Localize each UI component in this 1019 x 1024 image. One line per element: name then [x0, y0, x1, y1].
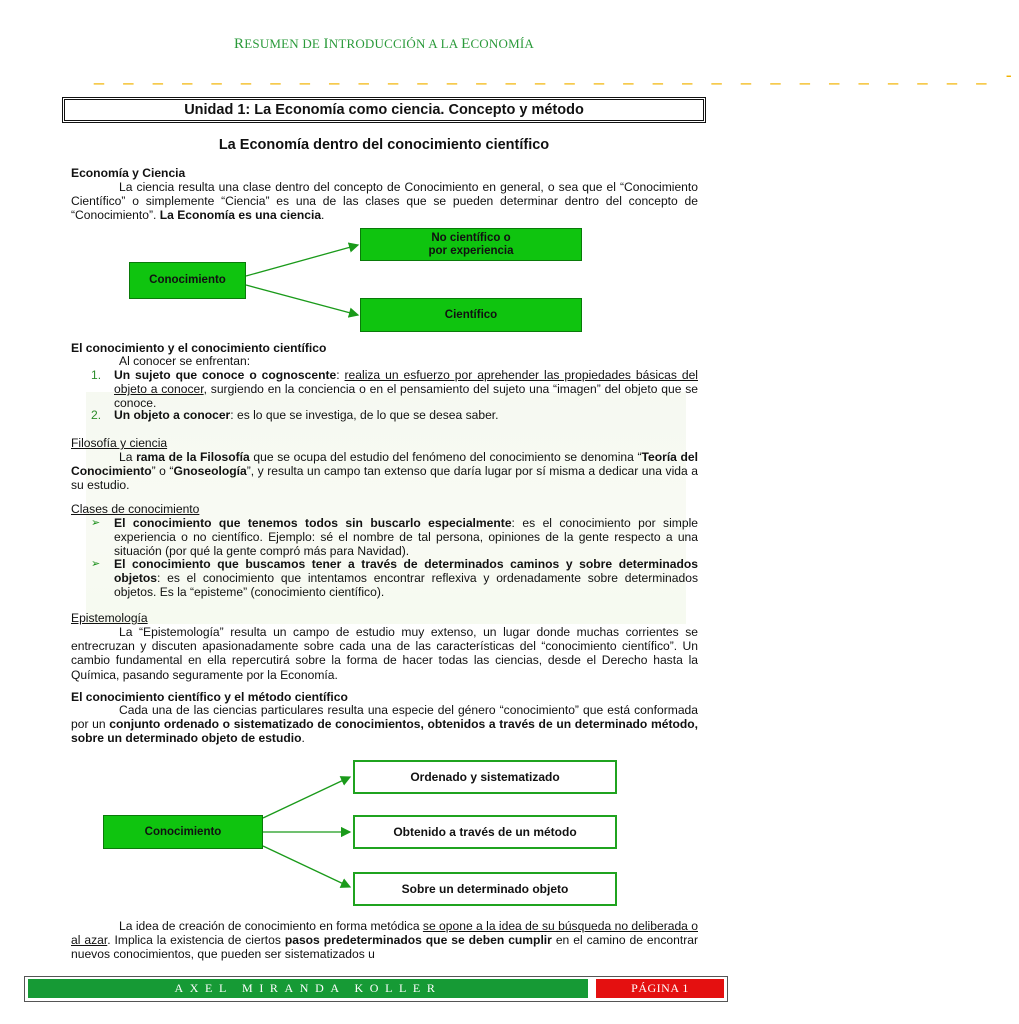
paragraph-metodo-cientifico — [71, 703, 698, 746]
s7-t1: La idea de creación de conocimiento en forma metódica — [119, 919, 423, 933]
s3-b3: Gnoseología — [173, 464, 247, 479]
list-item-conocimiento-vulgar — [91, 516, 698, 559]
s6-b1: conjunto ordenado o sistematizado de conocimientos, obtenidos a través de un determinado método, sobre un determinado objeto de estudio — [71, 717, 698, 746]
heading-epistemologia: Epistemología — [71, 611, 148, 625]
s7-underlined: se opone a la idea de su búsqueda no deliberada o al azar — [71, 919, 698, 948]
heading-economia-y-ciencia: Economía y Ciencia — [71, 166, 186, 180]
s2-intro-text: Al conocer se enfrentan: — [119, 354, 251, 368]
s3-t2: que se ocupa del estudio del fenómeno del conocimiento se denomina “ — [249, 450, 642, 464]
list-item-sujeto — [91, 368, 698, 411]
header-initial-i: I — [323, 36, 329, 52]
header-word-introduccion: NTRODUCCIÓN A LA — [328, 36, 462, 51]
s3-t1: La — [119, 450, 137, 464]
p1-bold: La Economía es una ciencia — [159, 208, 322, 223]
unit-title: Unidad 1: La Economía como ciencia. Concepto y método — [62, 97, 706, 123]
s6-t1: Cada una de las ciencias particulares resulta una especie del género “conocimiento” que está conformada por un — [71, 703, 698, 732]
header-word-economia: CONOMÍA — [470, 36, 534, 51]
header-dash-divider: _ _ _ _ _ _ _ _ _ _ _ _ _ _ _ _ _ _ _ _ _ _ _ _ _ _ _ _ _ _ _ - — [94, 65, 1019, 85]
paragraph-creacion-metodica — [71, 919, 698, 962]
heading-filosofia-y-ciencia: Filosofía y ciencia — [71, 436, 168, 450]
item1-number: 1. — [91, 368, 102, 382]
diagram2-branch-metodo: Obtenido a través de un método — [353, 815, 617, 849]
header-initial-e: E — [461, 36, 471, 52]
branch-top-line1: No científico o — [431, 231, 511, 244]
s4-i1-bold: El conocimiento que tenemos todos sin buscarlo especialmente — [114, 516, 512, 530]
section-title: La Economía dentro del conocimiento científico — [218, 137, 550, 153]
diagram2-arrow-top — [263, 777, 350, 818]
diagram2-root-box: Conocimiento — [103, 815, 263, 849]
diagram1-root-box: Conocimiento — [129, 262, 246, 299]
header-initial-r: R — [234, 36, 245, 52]
paragraph-filosofia — [71, 450, 698, 493]
heading-conocimiento-cientifico: El conocimiento y el conocimiento científico — [71, 341, 327, 355]
diagram2-branch-ordenado: Ordenado y sistematizado — [353, 760, 617, 794]
item1-bold: Un sujeto que conoce o cognoscente — [114, 368, 337, 382]
item2-rest: : es lo que se investiga, de lo que se desea saber. — [230, 408, 499, 422]
header-word-resumen: ESUMEN DE — [244, 36, 324, 51]
arrow-bullet-icon: ➢ — [91, 517, 101, 529]
s3-t4: ”, y resulta un campo tan extenso que daría lugar por sí misma a dedicar una vida a su estudio. — [71, 464, 698, 493]
diagram2-branch-objeto: Sobre un determinado objeto — [353, 872, 617, 906]
s2-intro — [71, 354, 698, 368]
diagram1-branch-cientifico: Científico — [360, 298, 582, 332]
item1-colon: : — [336, 368, 345, 382]
footer-author: AXEL MIRANDA KOLLER — [28, 979, 588, 998]
list-item-conocimiento-cientifico — [91, 557, 698, 600]
s4-i1-rest: : es el conocimiento por simple experiencia o no científico. Ejemplo: sé el nombre de tal persona, opiniones de la gente respecto a una situación (por qué la gente compró más para Navidad). — [114, 516, 698, 559]
diagram2-arrow-bottom — [263, 846, 350, 887]
p1-end: . — [321, 208, 325, 223]
arrow-bullet-icon: ➢ — [91, 558, 101, 570]
s7-bold: pasos predeterminados que se deben cumplir — [284, 933, 552, 948]
diagram1-arrow-bottom — [246, 285, 358, 315]
list-item-objeto — [91, 408, 698, 422]
s3-t3: ” o “ — [151, 464, 174, 479]
s5-text: La “Epistemología” resulta un campo de estudio muy extenso, un lugar donde muchas corrientes se entrecruzan y discuten apasionadamente sobre cada una de las características del “conocimiento científico”. Un cambio fundamental en ella repercutirá sobre la forma de hacer todas las ciencias, desde el Derecho hasta la Química, pasando seguramente por la Economía. — [71, 625, 698, 682]
footer-page-number: PÁGINA 1 — [596, 979, 724, 998]
heading-metodo-cientifico: El conocimiento científico y el método científico — [71, 690, 348, 704]
s7-t2: . Implica la existencia de ciertos — [107, 933, 285, 948]
branch-top-line2: por experiencia — [428, 244, 514, 257]
s3-b2: Teoría del Conocimiento — [71, 450, 699, 479]
s3-b1: rama de la Filosofía — [136, 450, 250, 464]
paragraph-epistemologia — [71, 625, 698, 682]
diagram1-arrow-top — [246, 245, 358, 276]
p1-text: La ciencia resulta una clase dentro del concepto de Conocimiento en general, o sea que el “Conocimiento Científico” o simplemente “Ciencia” es una de las clases que se pueden determinar dentro del concepto de “Conocimiento”. — [71, 180, 698, 223]
diagram1-branch-no-cientifico — [360, 228, 582, 261]
item2-number: 2. — [91, 408, 102, 422]
s6-t2: . — [301, 731, 305, 746]
s7-t3: en el camino de encontrar nuevos conocimientos, que pueden ser sistematizados u — [71, 933, 698, 962]
heading-clases-de-conocimiento: Clases de conocimiento — [71, 502, 200, 516]
s4-i2-bold: El conocimiento que buscamos tener a través de determinados caminos y sobre determinados objetos — [114, 557, 698, 586]
item1-underlined: realiza un esfuerzo por aprehender las propiedades básicas del objeto a conocer — [114, 368, 698, 397]
s4-i2-rest: : es el conocimiento que intentamos encontrar reflexiva y ordenadamente sobre determinados objetos. Es la “episteme” (conocimiento científico). — [114, 571, 698, 600]
item2-bold: Un objeto a conocer — [114, 408, 231, 422]
item1-rest: , surgiendo en la conciencia o en el pensamiento del sujeto una “imagen” del objeto que se conoce. — [114, 382, 698, 411]
